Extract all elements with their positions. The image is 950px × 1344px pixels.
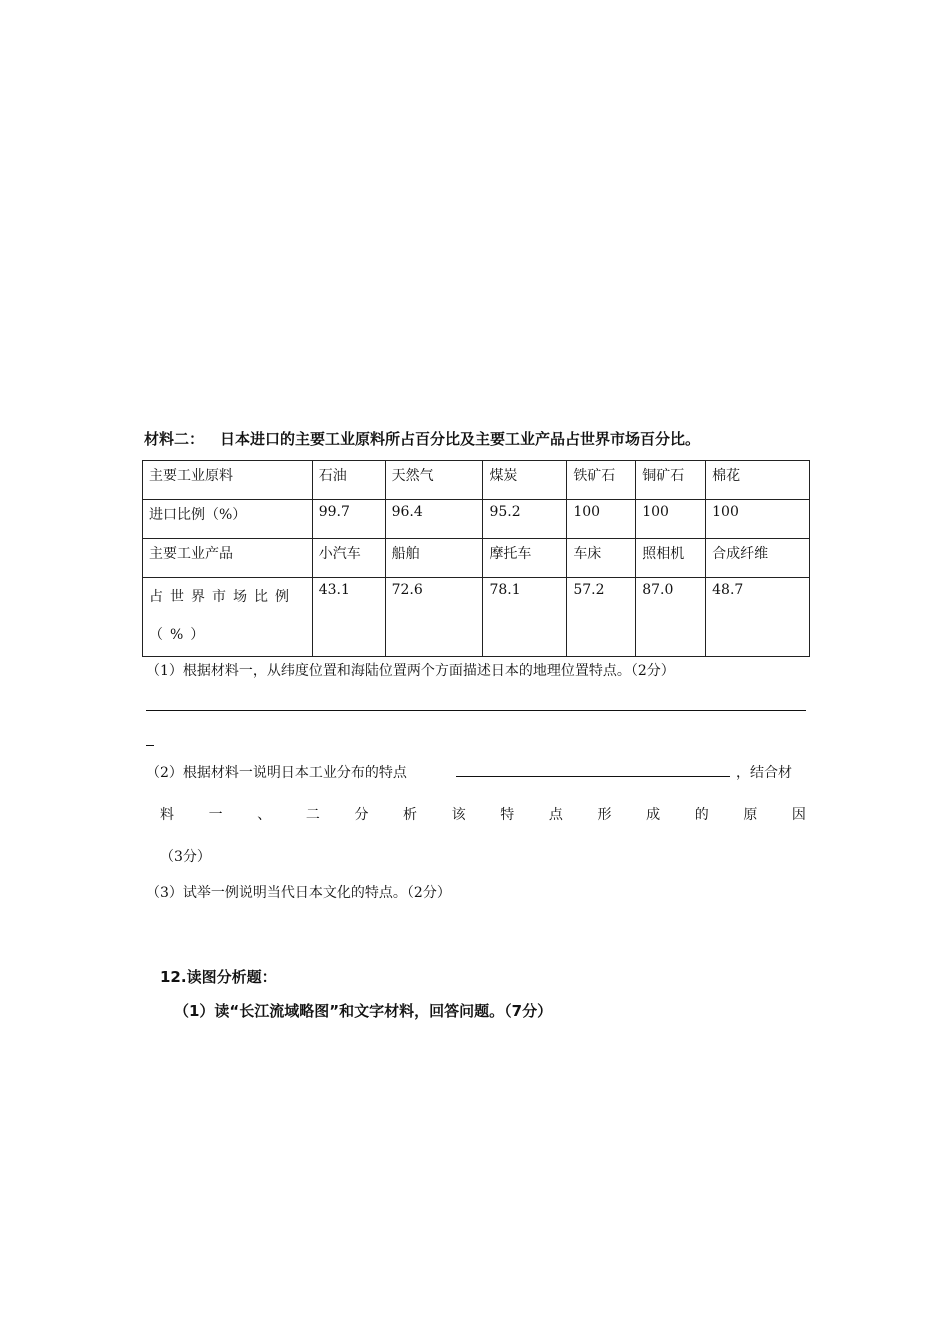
question-3: （3）试举一例说明当代日本文化的特点。（2分） — [146, 885, 451, 901]
table-cell: 99.7 — [312, 500, 385, 539]
table-cell: 进口比例（%） — [143, 500, 313, 539]
answer-blank[interactable] — [456, 776, 730, 777]
table-cell-text: 占世界市场比例（%） — [149, 589, 296, 643]
q2-char: 一 — [208, 807, 223, 823]
table-cell: 小汽车 — [312, 539, 385, 578]
industry-table — [142, 460, 810, 657]
material-heading — [144, 428, 700, 449]
table-cell: 96.4 — [385, 500, 483, 539]
q2-char: 特 — [500, 807, 515, 823]
q2-char: 点 — [548, 807, 563, 823]
q2-char: 分 — [354, 807, 369, 823]
table-cell: 铁矿石 — [567, 461, 636, 500]
table-cell: 铜矿石 — [636, 461, 706, 500]
table-cell: 煤炭 — [483, 461, 567, 500]
table-cell: 船舶 — [385, 539, 483, 578]
table-cell: 合成纤维 — [706, 539, 810, 578]
q2-char: 的 — [694, 807, 709, 823]
q2-char: 析 — [403, 807, 418, 823]
table-cell: 57.2 — [567, 578, 636, 657]
table-cell: 主要工业产品 — [143, 539, 313, 578]
material-label: 材料二： — [144, 430, 205, 448]
table-cell: 87.0 — [636, 578, 706, 657]
question-2-part1: （2）根据材料一说明日本工业分布的特点 — [146, 765, 407, 781]
question-1: （1）根据材料一，从纬度位置和海陆位置两个方面描述日本的地理位置特点。（2分） — [146, 663, 675, 679]
question-2-score: （3分） — [160, 849, 211, 865]
table-cell: 100 — [567, 500, 636, 539]
table-row — [143, 461, 810, 500]
q2-char: 形 — [597, 807, 612, 823]
q2-char: 该 — [451, 807, 466, 823]
q2-char: 、 — [257, 807, 272, 823]
table-row — [143, 500, 810, 539]
table-cell: 车床 — [567, 539, 636, 578]
q2-char: 原 — [743, 807, 758, 823]
table-row — [143, 539, 810, 578]
q2-char: 成 — [646, 807, 661, 823]
table-cell: 主要工业原料 — [143, 461, 313, 500]
table-row — [143, 578, 810, 657]
section-12-sub1: （1）读“长江流域略图”和文字材料，回答问题。（7分） — [174, 1002, 553, 1020]
table-cell: 棉花 — [706, 461, 810, 500]
table-cell: 43.1 — [312, 578, 385, 657]
table-cell: 石油 — [312, 461, 385, 500]
table-cell: 72.6 — [385, 578, 483, 657]
table-cell: 100 — [706, 500, 810, 539]
answer-line[interactable] — [146, 710, 806, 711]
q2-char: 二 — [305, 807, 320, 823]
answer-line-stub[interactable] — [146, 745, 154, 746]
question-2-line2 — [160, 804, 806, 824]
table-cell: 95.2 — [483, 500, 567, 539]
question-2-part2: ，结合材 — [736, 765, 792, 781]
table-cell: 78.1 — [483, 578, 567, 657]
section-12-title: 12.读图分析题： — [160, 968, 277, 986]
table-cell: 48.7 — [706, 578, 810, 657]
q2-char: 料 — [160, 807, 174, 823]
q2-char: 因 — [791, 807, 806, 823]
table-cell: 100 — [636, 500, 706, 539]
table-cell: 天然气 — [385, 461, 483, 500]
table-cell — [143, 578, 313, 657]
table-cell: 照相机 — [636, 539, 706, 578]
table-cell: 摩托车 — [483, 539, 567, 578]
material-title: 日本进口的主要工业原料所占百分比及主要工业产品占世界市场百分比。 — [220, 430, 701, 448]
